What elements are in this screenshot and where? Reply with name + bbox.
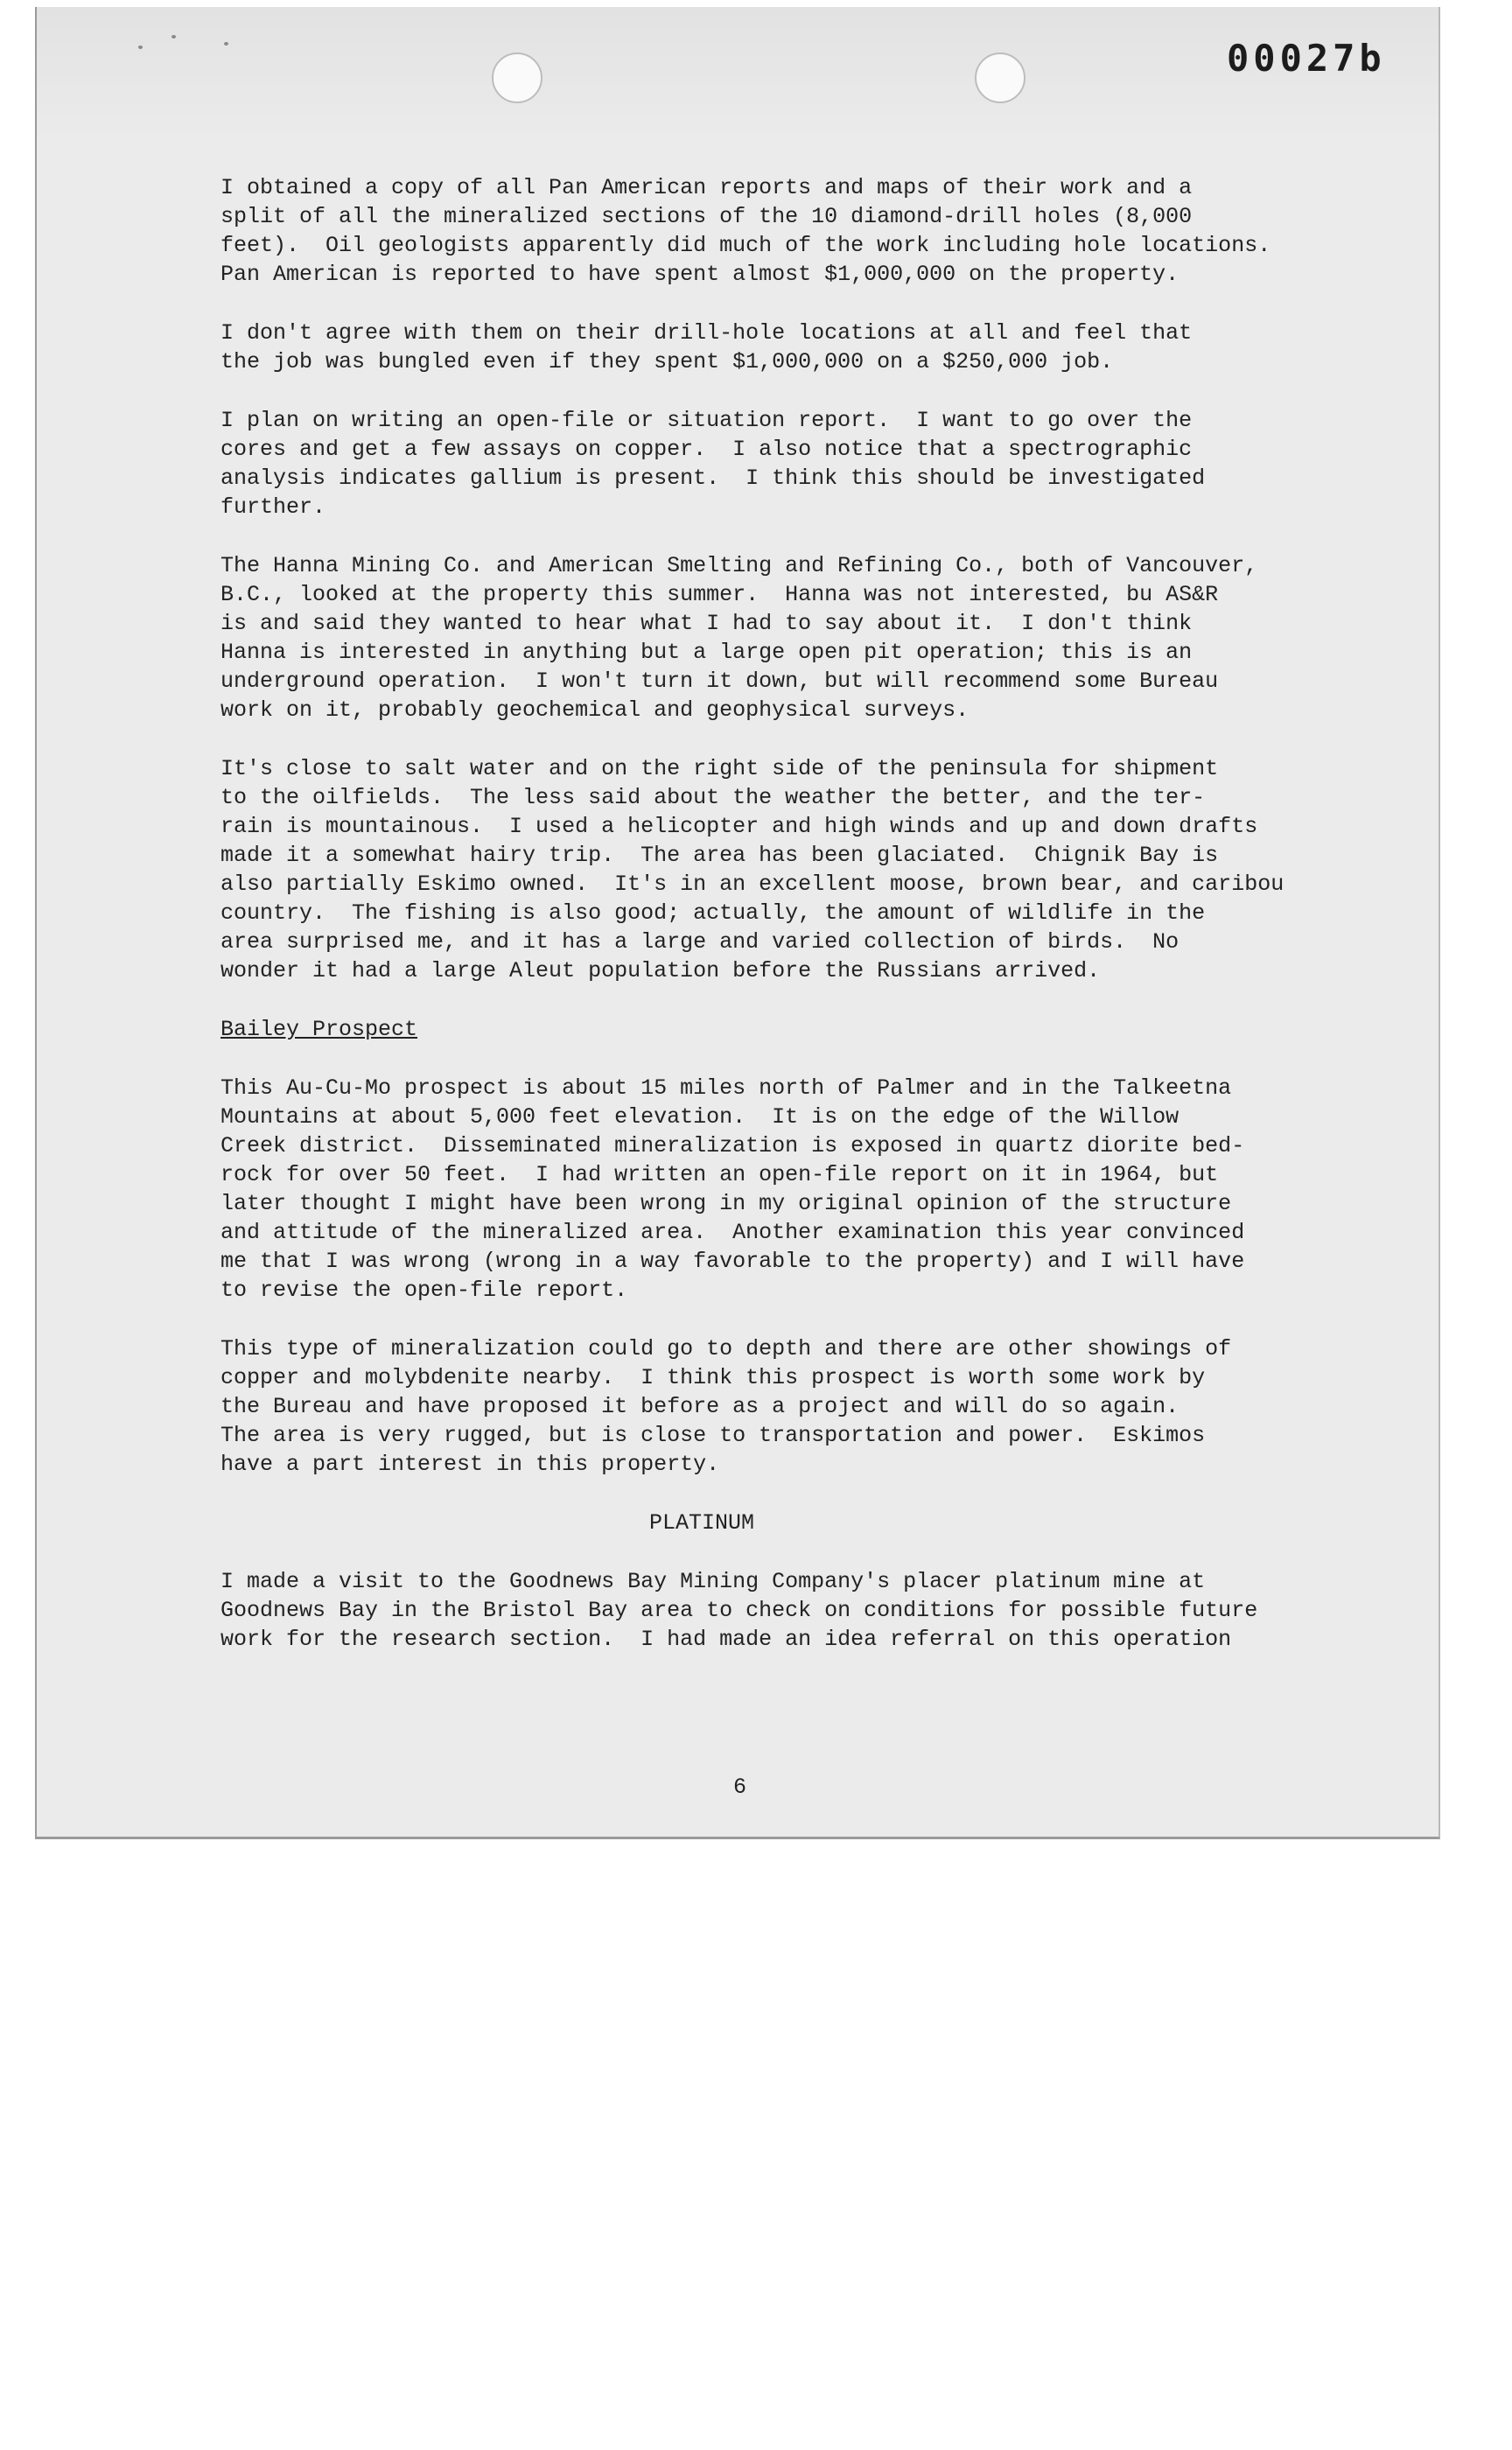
paragraph bbox=[220, 1567, 1410, 1654]
punch-hole-left bbox=[492, 52, 542, 103]
paragraph bbox=[220, 318, 1410, 376]
scan-speck bbox=[172, 35, 176, 38]
section-heading-platinum: PLATINUM bbox=[648, 1510, 755, 1536]
text-line: I plan on writing an open-file or situation report. I want to go over the bbox=[220, 408, 1193, 433]
text-line: and attitude of the mineralized area. Another examination this year convinced bbox=[220, 1220, 1245, 1245]
text-line: The area is very rugged, but is close to transportation and power. Eskimos bbox=[220, 1423, 1206, 1448]
paragraph-group-2 bbox=[220, 1074, 1410, 1479]
text-line: I don't agree with them on their drill-hole locations at all and feel that bbox=[220, 320, 1193, 346]
paragraph bbox=[220, 406, 1410, 522]
page-number: 6 bbox=[733, 1774, 747, 1800]
paragraph bbox=[220, 1334, 1410, 1479]
text-line: rock for over 50 feet. I had written an open-file report on it in 1964, but bbox=[220, 1162, 1219, 1187]
text-line: analysis indicates gallium is present. I think this should be investigated bbox=[220, 466, 1206, 491]
subheading-bailey-prospect: Bailey Prospect bbox=[220, 1017, 418, 1042]
text-line: B.C., looked at the property this summer. Hanna was not interested, bu AS&R bbox=[220, 582, 1219, 607]
text-line: copper and molybdenite nearby. I think this prospect is worth some work by bbox=[220, 1365, 1206, 1390]
text-line: further. bbox=[220, 494, 326, 520]
text-line: to the oilfields. The less said about the weather the better, and the ter- bbox=[220, 785, 1206, 810]
text-line: is and said they wanted to hear what I had to say about it. I don't think bbox=[220, 611, 1193, 636]
text-line: cores and get a few assays on copper. I also notice that a spectrographic bbox=[220, 437, 1193, 462]
text-line: country. The fishing is also good; actually, the amount of wildlife in the bbox=[220, 900, 1206, 926]
paragraph bbox=[220, 173, 1410, 289]
text-line: feet). Oil geologists apparently did much of the work including hole locations. bbox=[220, 233, 1271, 258]
text-line: the job was bungled even if they spent $1,000,000 on a $250,000 job. bbox=[220, 349, 1114, 374]
text-line: I made a visit to the Goodnews Bay Mining Company's placer platinum mine at bbox=[220, 1569, 1206, 1594]
document-body bbox=[220, 173, 1410, 1684]
paragraph bbox=[220, 1074, 1410, 1305]
paragraph bbox=[220, 551, 1410, 724]
punch-hole-right bbox=[975, 52, 1026, 103]
text-line: later thought I might have been wrong in my original opinion of the structure bbox=[220, 1191, 1232, 1216]
text-line: have a part interest in this property. bbox=[220, 1452, 720, 1477]
text-line: This type of mineralization could go to depth and there are other showings of bbox=[220, 1336, 1232, 1362]
scan-speck bbox=[224, 42, 228, 46]
text-line: rain is mountainous. I used a helicopter and high winds and up and down drafts bbox=[220, 814, 1258, 839]
paragraph bbox=[220, 754, 1410, 985]
paragraph-group-1 bbox=[220, 173, 1410, 985]
paragraph-group-3 bbox=[220, 1567, 1410, 1654]
text-line: Mountains at about 5,000 feet elevation. It is on the edge of the Willow bbox=[220, 1104, 1180, 1130]
text-line: wonder it had a large Aleut population before the Russians arrived. bbox=[220, 958, 1101, 984]
scan-speck bbox=[138, 46, 143, 49]
text-line: Creek district. Disseminated mineralization is exposed in quartz diorite bed- bbox=[220, 1133, 1245, 1158]
document-number: 00027b bbox=[1227, 37, 1386, 80]
text-line: to revise the open-file report. bbox=[220, 1278, 628, 1303]
text-line: work for the research section. I had made an idea referral on this operation bbox=[220, 1627, 1232, 1652]
text-line: made it a somewhat hairy trip. The area has been glaciated. Chignik Bay is bbox=[220, 843, 1219, 868]
text-line: The Hanna Mining Co. and American Smelting and Refining Co., both of Vancouver, bbox=[220, 553, 1258, 578]
text-line: I obtained a copy of all Pan American reports and maps of their work and a bbox=[220, 175, 1193, 200]
text-line: also partially Eskimo owned. It's in an excellent moose, brown bear, and caribou bbox=[220, 872, 1284, 897]
text-line: This Au-Cu-Mo prospect is about 15 miles north of Palmer and in the Talkeetna bbox=[220, 1075, 1232, 1101]
text-line: the Bureau and have proposed it before as a project and will do so again. bbox=[220, 1394, 1180, 1419]
text-line: split of all the mineralized sections of the 10 diamond-drill holes (8,000 bbox=[220, 204, 1193, 229]
text-line: work on it, probably geochemical and geophysical surveys. bbox=[220, 697, 970, 723]
text-line: area surprised me, and it has a large and varied collection of birds. No bbox=[220, 929, 1180, 955]
text-line: Pan American is reported to have spent almost $1,000,000 on the property. bbox=[220, 262, 1180, 287]
text-line: underground operation. I won't turn it down, but will recommend some Bureau bbox=[220, 668, 1219, 694]
text-line: Goodnews Bay in the Bristol Bay area to check on conditions for possible future bbox=[220, 1598, 1258, 1623]
text-line: Hanna is interested in anything but a large open pit operation; this is an bbox=[220, 640, 1193, 665]
text-line: It's close to salt water and on the right side of the peninsula for shipment bbox=[220, 756, 1219, 781]
text-line: me that I was wrong (wrong in a way favorable to the property) and I will have bbox=[220, 1249, 1245, 1274]
